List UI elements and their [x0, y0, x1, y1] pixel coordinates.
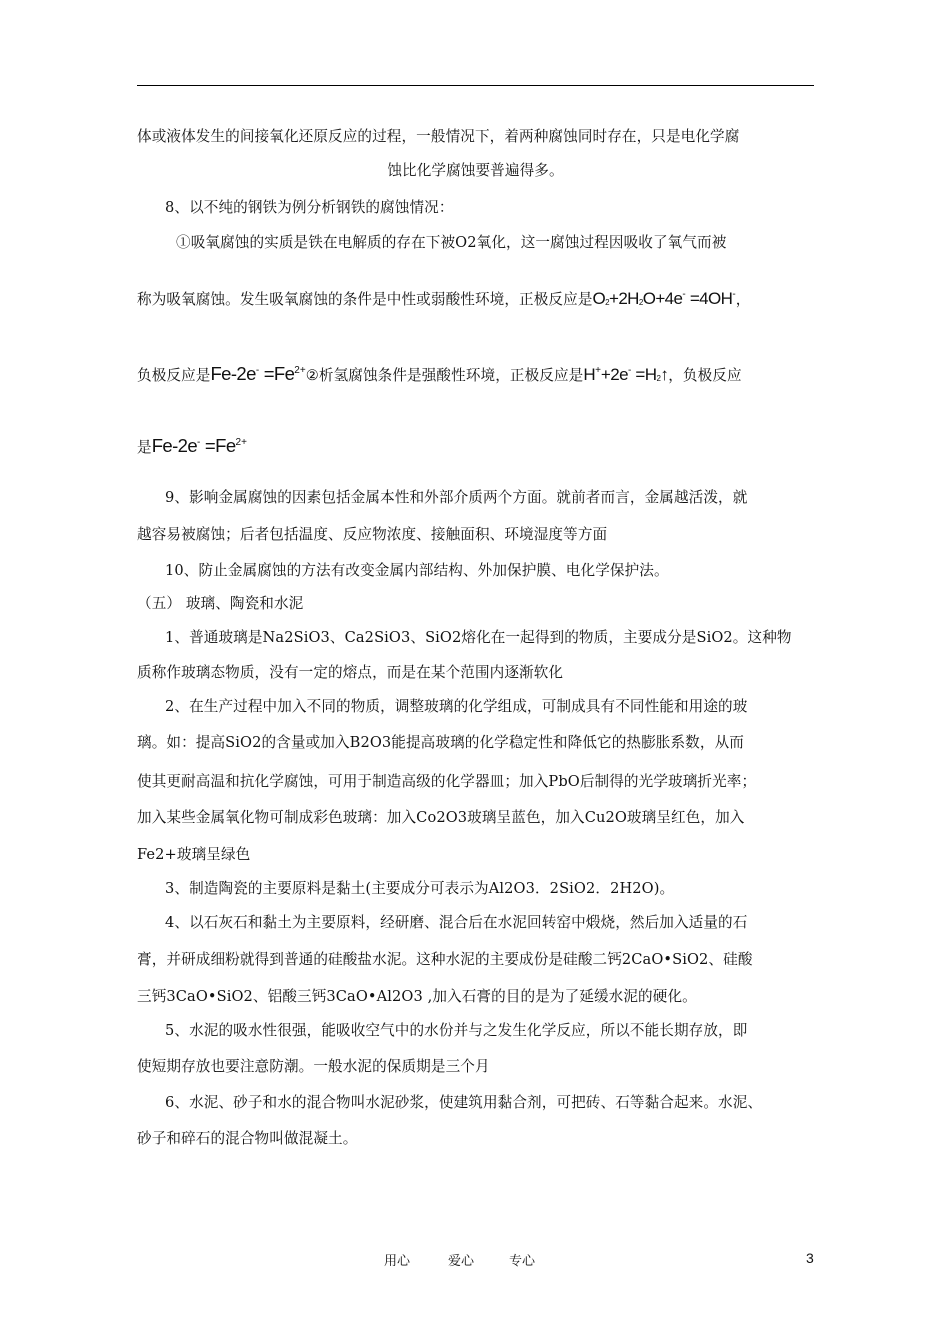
text-span: 是	[137, 439, 152, 456]
text-span: ②析氢腐蚀条件是强酸性环境，正极反应是	[305, 367, 584, 384]
text-line: 加入某些金属氧化物可制成彩色玻璃：加入Co2O3玻璃呈蓝色，加入Cu2O玻璃呈红色，加入	[137, 809, 745, 826]
text-line: 质称作玻璃态物质，没有一定的熔点，而是在某个范围内逐渐软化	[137, 664, 564, 681]
text-line-with-equation	[137, 285, 814, 313]
footer-item: 用心	[384, 1254, 411, 1269]
equation-fe-anode: $Fe-2e^- =Fe^{2+}$	[210, 363, 306, 384]
text-line: 膏，并研成细粉就得到普通的硅酸盐水泥。这种水泥的主要成份是硅酸二钙2CaO•SiO2、硅酸	[137, 951, 753, 968]
footer-item: 专心	[509, 1254, 536, 1269]
text-line-with-equation	[137, 361, 814, 389]
text-line: ①吸氧腐蚀的实质是铁在电解质的存在下被O2氧化，这一腐蚀过程因吸收了氧气而被	[176, 234, 727, 251]
text-line: 砂子和碎石的混合物叫做混凝土。	[137, 1130, 358, 1147]
text-line: 9、影响金属腐蚀的因素包括金属本性和外部介质两个方面。就前者而言，金属越活泼，就	[165, 489, 748, 506]
text-line: Fe2+玻璃呈绿色	[137, 846, 251, 863]
text-line: 蚀比化学腐蚀要普遍得多。	[387, 162, 564, 179]
text-line: 越容易被腐蚀；后者包括温度、反应物浓度、接触面积、环境湿度等方面	[137, 526, 608, 543]
text-line: 璃。如：提高SiO2的含量或加入B2O3能提高玻璃的化学稳定性和降低它的热膨胀系数，从而	[137, 734, 744, 751]
text-line: 使短期存放也要注意防潮。一般水泥的保质期是三个月	[137, 1058, 490, 1075]
equation-o2-cathode: $O_2+2H_2O+4e^- =4OH^-$	[592, 289, 736, 308]
equation-fe-anode: $Fe-2e^- =Fe^{2+}$	[151, 435, 247, 456]
text-line: 5、水泥的吸水性很强，能吸收空气中的水份并与之发生化学反应，所以不能长期存放，即	[165, 1022, 748, 1039]
section-heading: （五） 玻璃、陶瓷和水泥	[137, 595, 304, 612]
text-span: 称为吸氧腐蚀。发生吸氧腐蚀的条件是中性或弱酸性环境，正极反应是	[137, 291, 593, 308]
text-span: 负极反应是	[137, 367, 211, 384]
text-line: 8、以不纯的钢铁为例分析钢铁的腐蚀情况：	[165, 199, 454, 216]
footer-item: 爱心	[448, 1254, 475, 1269]
text-line: 6、水泥、砂子和水的混合物叫水泥砂浆，使建筑用黏合剂，可把砖、石等黏合起来。水泥、	[165, 1094, 763, 1111]
text-line: 1、普通玻璃是Na2SiO3、Ca2SiO3、SiO2熔化在一起得到的物质，主要成分是SiO2。这种物	[165, 629, 792, 646]
text-line: 4、以石灰石和黏土为主要原料，经研磨、混合后在水泥回转窑中煅烧，然后加入适量的石	[165, 914, 748, 931]
equation-h-cathode: $H^++2e^- =H_2↑$	[583, 365, 669, 384]
text-line: 三钙3CaO•SiO2、铝酸三钙3CaO•Al2O3 ,加入石膏的目的是为了延缓水泥的硬化。	[137, 988, 697, 1005]
text-line: 2、在生产过程中加入不同的物质，调整玻璃的化学组成，可制成具有不同性能和用途的玻	[165, 698, 748, 715]
text-line: 体或液体发生的间接氧化还原反应的过程，一般情况下，着两种腐蚀同时存在，只是电化学腐	[137, 128, 740, 145]
page-number: 3	[806, 1250, 814, 1266]
text-span: ，	[735, 291, 751, 308]
text-span: ，负极反应	[668, 367, 742, 384]
text-line: 3、制造陶瓷的主要原料是黏土(主要成分可表示为Al2O3．2SiO2．2H2O)。	[165, 880, 675, 897]
text-line-with-equation	[137, 433, 814, 458]
header-rule	[137, 85, 814, 86]
text-line: 使其更耐高温和抗化学腐蚀，可用于制造高级的化学器皿；加入PbO后制得的光学玻璃折光率；	[137, 773, 757, 790]
text-line: 10、防止金属腐蚀的方法有改变金属内部结构、外加保护膜、电化学保护法。	[165, 562, 669, 579]
